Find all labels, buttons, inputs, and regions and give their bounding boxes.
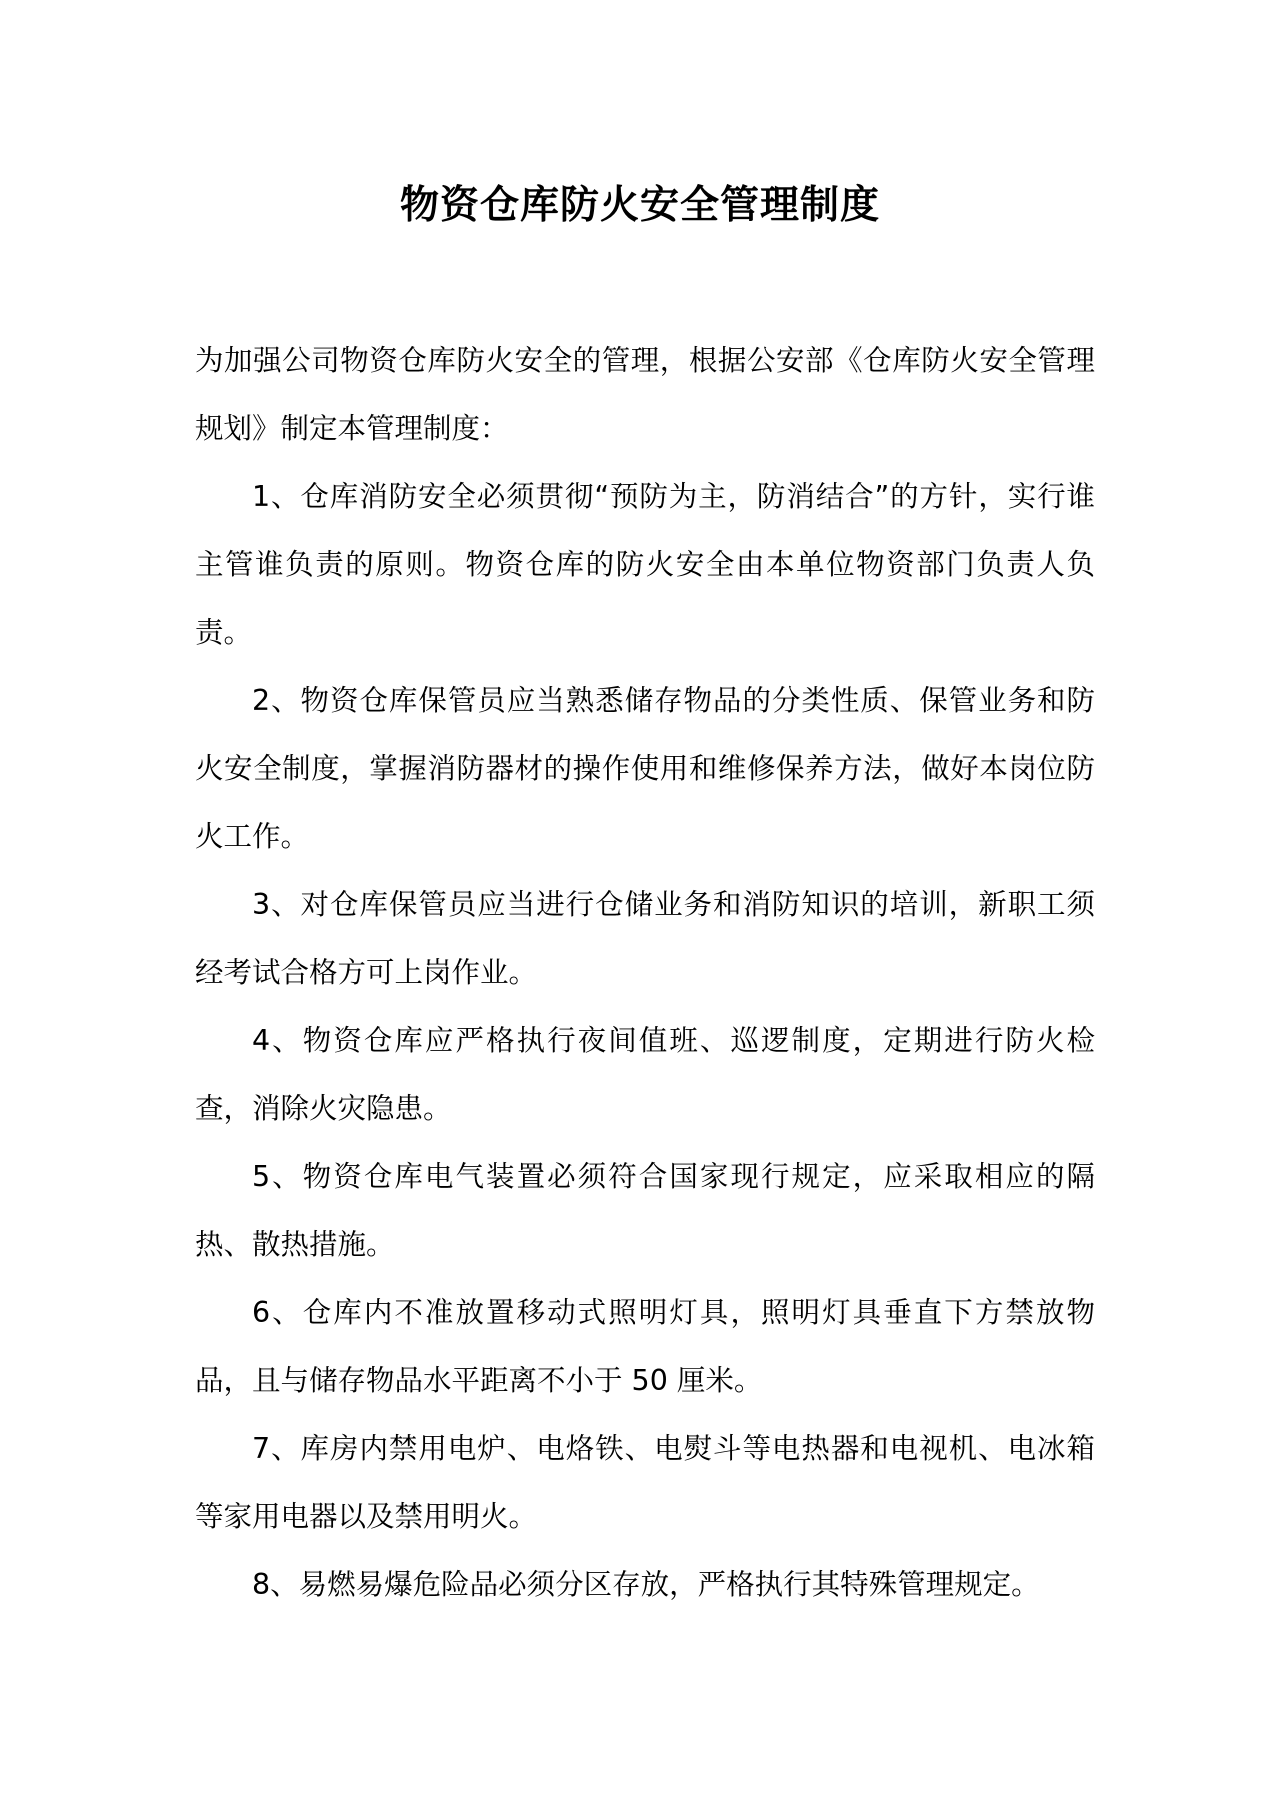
rule-item-2: 2、物资仓库保管员应当熟悉储存物品的分类性质、保管业务和防火安全制度，掌握消防器材的操作使用和维修保养方法，做好本岗位防火工作。 [195, 684, 1095, 853]
rule-item-3: 3、对仓库保管员应当进行仓储业务和消防知识的培训，新职工须经考试合格方可上岗作业。 [195, 888, 1095, 989]
rule-item-6: 6、仓库内不准放置移动式照明灯具，照明灯具垂直下方禁放物品，且与储存物品水平距离不小于 50 厘米。 [195, 1296, 1095, 1397]
rule-item-1: 1、仓库消防安全必须贯彻“预防为主，防消结合”的方针，实行谁主管谁负责的原则。物资仓库的防火安全由本单位物资部门负责人负责。 [195, 480, 1095, 649]
rule-item-7: 7、库房内禁用电炉、电烙铁、电熨斗等电热器和电视机、电冰箱等家用电器以及禁用明火。 [195, 1432, 1095, 1533]
document-body [195, 327, 1095, 1619]
rule-item-5: 5、物资仓库电气装置必须符合国家现行规定，应采取相应的隔热、散热措施。 [195, 1160, 1095, 1261]
rule-item-8: 8、易燃易爆危险品必须分区存放，严格执行其特殊管理规定。 [252, 1568, 1040, 1601]
intro-paragraph: 为加强公司物资仓库防火安全的管理，根据公安部《仓库防火安全管理规划》制定本管理制度： [195, 344, 1095, 445]
document-title: 物资仓库防火安全管理制度 [399, 183, 880, 228]
rule-item-4: 4、物资仓库应严格执行夜间值班、巡逻制度，定期进行防火检查，消除火灾隐患。 [195, 1024, 1095, 1125]
